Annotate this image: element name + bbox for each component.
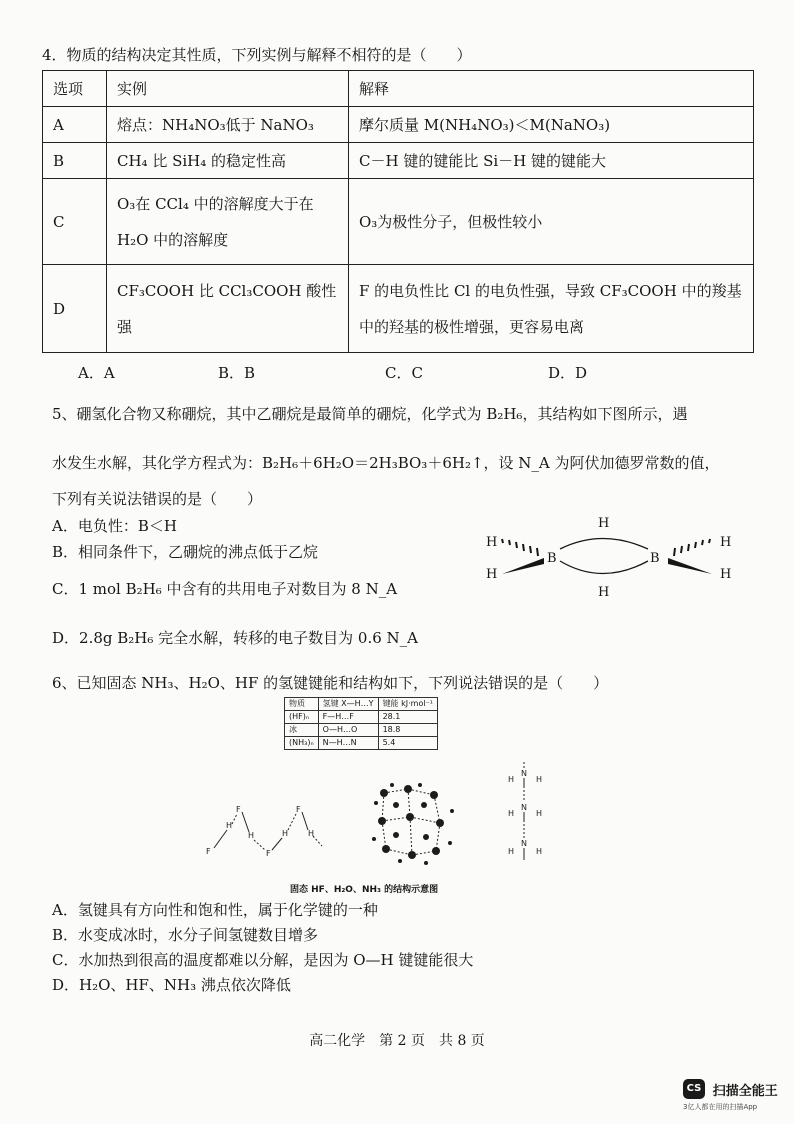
table-header-row	[285, 698, 438, 711]
q5-stem-line2: 水发生水解，其化学方程式为：B₂H₆＋6H₂O＝2H₃BO₃＋6H₂↑，设 N_A 为阿伏加德罗常数的值，	[52, 454, 720, 472]
atom-h: H	[248, 831, 255, 840]
atom-h: H	[486, 535, 498, 550]
hb-cell: 5.4	[378, 737, 437, 750]
table-row	[43, 265, 754, 353]
q6-option-b: B．水变成冰时，水分子间氢键数目增多	[52, 926, 319, 944]
atom-h: H	[598, 516, 610, 531]
row-b-option: B	[43, 143, 107, 179]
atom-h: H	[536, 847, 543, 856]
watermark-tagline: 3亿人都在用的扫描App	[683, 1103, 758, 1111]
row-d-explanation-line1: F 的电负性比 Cl 的电负性强，导致 CF₃COOH 中的羧基	[359, 281, 742, 300]
table-row	[285, 737, 438, 750]
wedge-bond	[668, 558, 712, 574]
row-c-example-line1: O₃在 CCl₄ 中的溶解度大于在	[117, 194, 314, 213]
q4-option-c: C．C	[385, 364, 423, 382]
q4-stem: 4．物质的结构决定其性质，下列实例与解释不相符的是（ ）	[42, 46, 472, 64]
q5-stem-line3: 下列有关说法错误的是（ ）	[52, 490, 263, 508]
atom-h: H	[508, 809, 515, 818]
header-explanation: 解释	[349, 71, 754, 107]
atom-b: B	[547, 551, 557, 566]
atom-f: F	[266, 849, 271, 858]
bridge-bond	[560, 539, 648, 550]
atom-h: H	[720, 535, 732, 550]
row-d-example	[107, 265, 349, 353]
table-row	[43, 143, 754, 179]
q6-option-c: C．水加热到很高的温度都难以分解，是因为 O—H 键键能很大	[52, 951, 474, 969]
row-b-example: CH₄ 比 SiH₄ 的稳定性高	[107, 143, 349, 179]
row-b-explanation: C－H 键的键能比 Si－H 键的键能大	[349, 143, 754, 179]
hb-cell: (NH₃)ₙ	[285, 737, 319, 750]
atom-f: F	[206, 847, 211, 856]
hb-cell: 18.8	[378, 724, 437, 737]
hashed-bond	[502, 539, 538, 556]
atom-h: H	[598, 585, 610, 600]
row-d-explanation-line2: 中的羟基的极性增强，更容易电离	[359, 317, 585, 336]
atom-h: H	[536, 775, 543, 784]
table-row	[43, 107, 754, 143]
atom-b: B	[650, 551, 660, 566]
atom-h: H	[720, 567, 732, 582]
q5-option-b: B．相同条件下，乙硼烷的沸点低于乙烷	[52, 543, 319, 561]
row-a-option: A	[43, 107, 107, 143]
table-row	[285, 724, 438, 737]
atom-h: H	[308, 829, 315, 838]
hb-cell: N—H…N	[318, 737, 378, 750]
atom-n: N	[521, 769, 527, 778]
hb-header-bond: 氢键 X—H…Y	[318, 698, 378, 711]
nh3-chain-figure	[500, 760, 560, 870]
hb-cell: O—H…O	[318, 724, 378, 737]
atom-h: H	[508, 775, 515, 784]
atom-h: H	[536, 809, 543, 818]
hf-chain-figure	[200, 800, 330, 865]
hb-cell: 冰	[285, 724, 319, 737]
q4-option-a: A．A	[78, 364, 115, 382]
hb-cell: (HF)ₙ	[285, 711, 319, 724]
atom-f: F	[296, 805, 301, 814]
q6-option-a: A．氢键具有方向性和饱和性，属于化学键的一种	[52, 901, 378, 919]
row-d-example-line2: 强	[117, 317, 133, 336]
hb-cell: F—H…F	[318, 711, 378, 724]
atom-h: H	[226, 821, 233, 830]
row-c-example-line2: H₂O 中的溶解度	[117, 230, 229, 249]
atom-h: H	[282, 829, 289, 838]
q5-stem-line1: 5、硼氢化合物又称硼烷，其中乙硼烷是最简单的硼烷，化学式为 B₂H₆，其结构如下图所示，遇	[52, 405, 688, 423]
q5-option-d: D．2.8g B₂H₆ 完全水解，转移的电子数目为 0.6 N_A	[52, 629, 419, 647]
header-example: 实例	[107, 71, 349, 107]
q4-option-d: D．D	[548, 364, 588, 382]
atom-h: H	[508, 847, 515, 856]
row-c-option: C	[43, 179, 107, 265]
q6-option-d: D．H₂O、HF、NH₃ 沸点依次降低	[52, 976, 291, 994]
q5-option-c: C．1 mol B₂H₆ 中含有的共用电子对数目为 8 N_A	[52, 580, 398, 598]
atom-h: H	[486, 567, 498, 582]
table-row	[43, 179, 754, 265]
row-c-explanation: O₃为极性分子，但极性较小	[349, 179, 754, 265]
row-d-example-line1: CF₃COOH 比 CCl₃COOH 酸性	[117, 281, 337, 300]
row-a-explanation: 摩尔质量 M(NH₄NO₃)＜M(NaNO₃)	[349, 107, 754, 143]
q6-stem: 6、已知固态 NH₃、H₂O、HF 的氢键键能和结构如下，下列说法错误的是（ ）	[52, 674, 609, 692]
cs-logo-icon: CS	[683, 1079, 705, 1099]
hydrogen-bond-table	[284, 697, 438, 750]
wedge-bond	[502, 558, 544, 574]
diborane-structure-figure	[472, 508, 742, 604]
table-header-row	[43, 71, 754, 107]
row-d-explanation	[349, 265, 754, 353]
ice-structure-figure	[370, 783, 460, 865]
scanner-watermark	[683, 1079, 778, 1112]
row-a-example: 熔点：NH₄NO₃低于 NaNO₃	[107, 107, 349, 143]
q4-table	[42, 70, 754, 353]
atom-n: N	[521, 803, 527, 812]
figure-caption: 固态 HF、H₂O、NH₃ 的结构示意图	[290, 885, 439, 895]
row-d-option: D	[43, 265, 107, 353]
q5-option-a: A．电负性：B＜H	[52, 517, 177, 535]
hb-header-energy: 键能 kJ·mol⁻¹	[378, 698, 437, 711]
q4-option-b: B．B	[218, 364, 256, 382]
bridge-bond	[560, 561, 648, 574]
hashed-bond	[674, 539, 710, 556]
hb-cell: 28.1	[378, 711, 437, 724]
page-footer: 高二化学 第 2 页 共 8 页	[309, 1033, 485, 1049]
header-option: 选项	[43, 71, 107, 107]
watermark-name: 扫描全能王	[712, 1083, 778, 1099]
atom-n: N	[521, 839, 527, 848]
atom-f: F	[236, 805, 241, 814]
table-row	[285, 711, 438, 724]
hb-header-substance: 物质	[285, 698, 319, 711]
row-c-example	[107, 179, 349, 265]
